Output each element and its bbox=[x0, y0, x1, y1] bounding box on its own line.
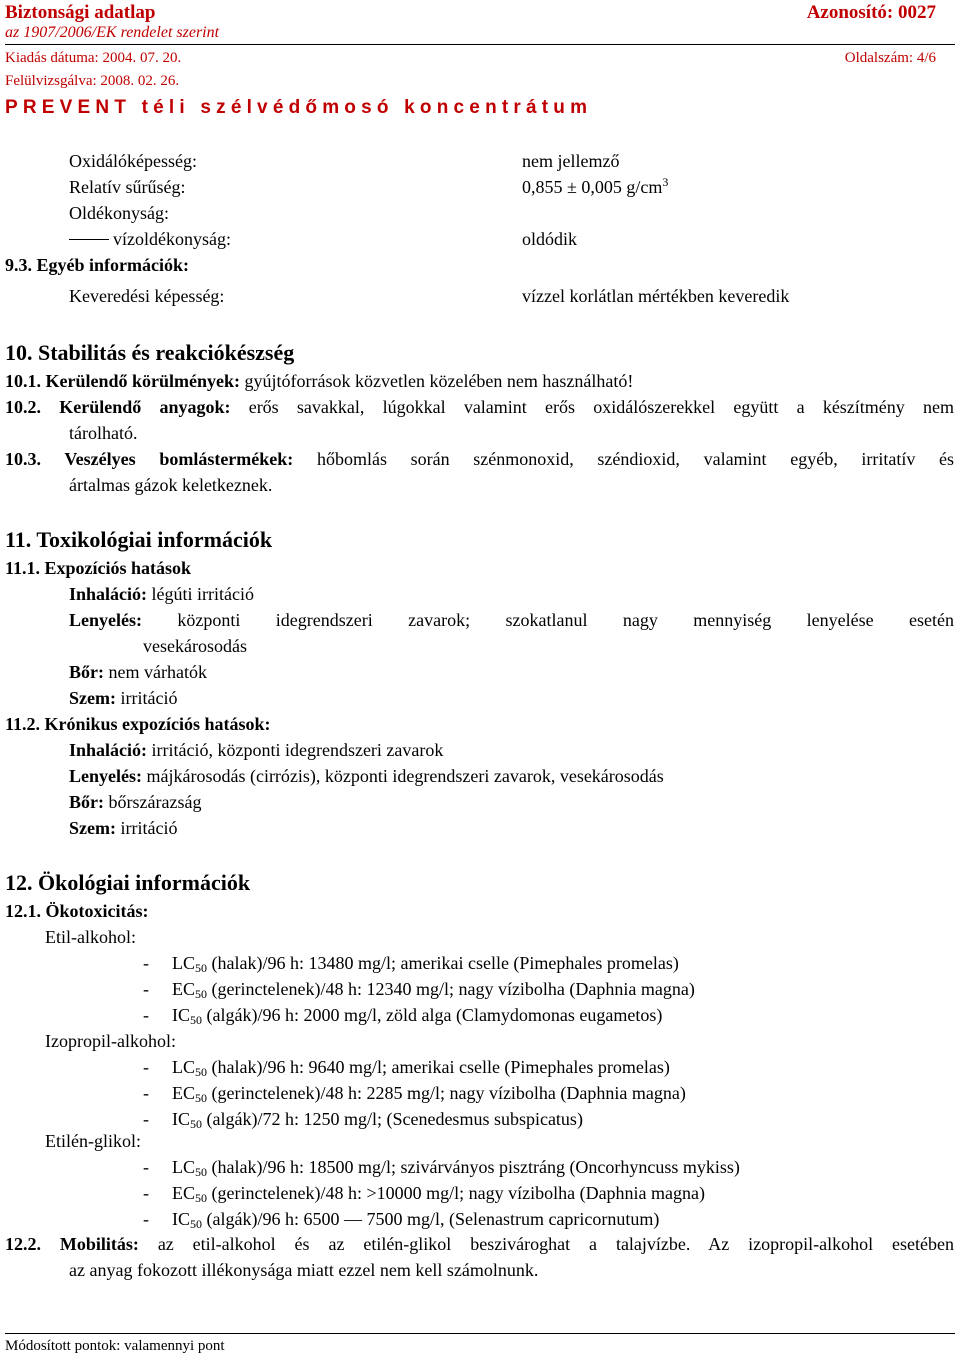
list-dash: - bbox=[143, 1209, 149, 1229]
toxicity-row bbox=[172, 1002, 662, 1028]
section-11-2-heading: 11.2. Krónikus expozíciós hatások: bbox=[5, 714, 271, 734]
toxicity-row bbox=[172, 1180, 705, 1206]
toxicity-subscript: 50 bbox=[190, 1217, 202, 1231]
mobility-label: 12.2. Mobilitás: bbox=[5, 1234, 139, 1254]
toxicity-subscript: 50 bbox=[195, 1191, 208, 1205]
toxicity-metric: LC bbox=[172, 1057, 196, 1077]
mobility-text: az etil-alkohol és az etilén-glikol beszivároghat a talajvízbe. Az izopropil-alkohol esetében bbox=[157, 1234, 955, 1254]
regulation-reference: az 1907/2006/EK rendelet szerint bbox=[5, 24, 220, 41]
toxicity-subscript: 50 bbox=[195, 1091, 208, 1105]
mobility-continuation: az anyag fokozott illékonysága miatt ezzel nem kell számolnunk. bbox=[69, 1260, 539, 1280]
toxicity-metric: EC bbox=[172, 1183, 196, 1203]
toxicity-subscript: 50 bbox=[195, 987, 208, 1001]
skin-text: nem várhatók bbox=[108, 662, 207, 682]
toxicity-text: (algák)/96 h: 2000 mg/l, zöld alga (Clamydomonas eugametos) bbox=[202, 1005, 663, 1025]
section-10-1-text: gyújtóforrások közvetlen közelében nem használható! bbox=[244, 371, 634, 391]
inhalation-label: Inhaláció: bbox=[69, 584, 148, 604]
toxicity-text: (gerinctelenek)/48 h: 12340 mg/l; nagy vízibolha (Daphnia magna) bbox=[207, 979, 695, 999]
section-12-2 bbox=[5, 1231, 954, 1257]
section-10-3-label: 10.3. Veszélyes bomlástermékek: bbox=[5, 449, 294, 469]
ingestion-label: Lenyelés: bbox=[69, 610, 142, 630]
water-solubility-value: oldódik bbox=[522, 229, 578, 249]
document-title: Biztonsági adatlap bbox=[5, 2, 156, 23]
miscibility-label: Keveredési képesség: bbox=[69, 286, 225, 306]
density-exponent: 3 bbox=[662, 175, 669, 189]
modified-points: Módosított pontok: valamennyi pont bbox=[5, 1338, 225, 1354]
section-10-3-text: hőbomlás során szénmonoxid, széndioxid, valamint egyéb, irritatív és bbox=[316, 449, 954, 469]
toxicity-text: (halak)/96 h: 18500 mg/l; szivárványos pisztráng (Oncorhyncuss mykiss) bbox=[207, 1157, 740, 1177]
section-11-1-heading: 11.1. Expozíciós hatások bbox=[5, 558, 192, 578]
toxicity-text: (gerinctelenek)/48 h: 2285 mg/l; nagy vízibolha (Daphnia magna) bbox=[207, 1083, 686, 1103]
dash-line-icon bbox=[69, 239, 109, 240]
toxicity-row bbox=[172, 950, 679, 976]
toxicity-subscript: 50 bbox=[195, 1165, 208, 1179]
oxidizing-value: nem jellemző bbox=[522, 151, 620, 171]
list-dash: - bbox=[143, 953, 149, 973]
eye-text: irritáció bbox=[120, 688, 178, 708]
section-10-2-label: 10.2. Kerülendő anyagok: bbox=[5, 397, 231, 417]
document-identifier: Azonosító: 0027 bbox=[806, 2, 936, 23]
section-10-1-label: 10.1. Kerülendő körülmények: bbox=[5, 371, 241, 391]
toxicity-text: (halak)/96 h: 13480 mg/l; amerikai cselle (Pimephales promelas) bbox=[207, 953, 679, 973]
product-name: PREVENT téli szélvédőmosó koncentrátum bbox=[5, 97, 593, 118]
ingestion-row bbox=[69, 607, 954, 633]
toxicity-subscript: 50 bbox=[190, 1013, 202, 1027]
chronic-eye-label: Szem: bbox=[69, 818, 116, 838]
chronic-inhalation-text: irritáció, központi idegrendszeri zavarok bbox=[151, 740, 444, 760]
density-number: 0,855 ± 0,005 g/cm bbox=[522, 177, 663, 197]
eye-label: Szem: bbox=[69, 688, 116, 708]
issue-date: Kiadás dátuma: 2004. 07. 20. bbox=[5, 50, 182, 66]
section-10-2-continuation: tárolható. bbox=[69, 423, 138, 443]
page-number: Oldalszám: 4/6 bbox=[844, 50, 936, 66]
toxicity-metric: LC bbox=[172, 953, 196, 973]
toxicity-metric: IC bbox=[172, 1109, 190, 1129]
section-11-heading: 11. Toxikológiai információk bbox=[5, 527, 273, 552]
revision-date: Felülvizsgálva: 2008. 02. 26. bbox=[5, 73, 180, 89]
substance-name: Etil-alkohol: bbox=[45, 927, 136, 947]
toxicity-text: (halak)/96 h: 9640 mg/l; amerikai cselle (Pimephales promelas) bbox=[207, 1057, 670, 1077]
section-12-1-heading: 12.1. Ökotoxicitás: bbox=[5, 901, 149, 921]
other-info-heading: 9.3. Egyéb információk: bbox=[5, 255, 189, 275]
footer-divider bbox=[5, 1333, 955, 1334]
toxicity-row bbox=[172, 1080, 686, 1106]
section-10-1 bbox=[5, 368, 633, 394]
toxicity-metric: LC bbox=[172, 1157, 196, 1177]
chronic-skin-text: bőrszárazság bbox=[108, 792, 202, 812]
list-dash: - bbox=[143, 1183, 149, 1203]
section-10-heading: 10. Stabilitás és reakciókészség bbox=[5, 340, 295, 365]
water-solubility-text: vízoldékonyság: bbox=[113, 229, 231, 249]
oxidizing-label: Oxidálóképesség: bbox=[69, 151, 197, 171]
ingestion-continuation: vesekárosodás bbox=[143, 636, 247, 656]
header-divider bbox=[5, 44, 955, 45]
list-dash: - bbox=[143, 979, 149, 999]
chronic-skin-label: Bőr: bbox=[69, 792, 104, 812]
substance-name: Etilén-glikol: bbox=[45, 1131, 141, 1151]
skin-row bbox=[69, 659, 207, 685]
toxicity-subscript: 50 bbox=[195, 1065, 208, 1079]
density-value bbox=[522, 174, 668, 200]
list-dash: - bbox=[143, 1057, 149, 1077]
toxicity-text: (gerinctelenek)/48 h: >10000 mg/l; nagy vízibolha (Daphnia magna) bbox=[207, 1183, 706, 1203]
toxicity-row bbox=[172, 1054, 670, 1080]
chronic-skin-row bbox=[69, 789, 201, 815]
chronic-eye-row bbox=[69, 815, 177, 841]
water-solubility-label bbox=[69, 226, 231, 252]
toxicity-text: (algák)/72 h: 1250 mg/l; (Scenedesmus subspicatus) bbox=[202, 1109, 583, 1129]
toxicity-row bbox=[172, 1106, 583, 1132]
section-10-2 bbox=[5, 394, 954, 420]
section-10-2-text: erős savakkal, lúgokkal valamint erős oxidálószerekkel együtt a készítmény nem bbox=[248, 397, 955, 417]
chronic-inhalation-row bbox=[69, 737, 443, 763]
eye-row bbox=[69, 685, 177, 711]
chronic-ingestion-label: Lenyelés: bbox=[69, 766, 142, 786]
toxicity-row bbox=[172, 1154, 740, 1180]
inhalation-row bbox=[69, 581, 254, 607]
chronic-eye-text: irritáció bbox=[120, 818, 178, 838]
skin-label: Bőr: bbox=[69, 662, 104, 682]
list-dash: - bbox=[143, 1005, 149, 1025]
inhalation-text: légúti irritáció bbox=[151, 584, 254, 604]
section-10-3 bbox=[5, 446, 954, 472]
toxicity-subscript: 50 bbox=[195, 961, 208, 975]
toxicity-text: (algák)/96 h: 6500 — 7500 mg/l, (Selenastrum capricornutum) bbox=[202, 1209, 660, 1229]
toxicity-subscript: 50 bbox=[190, 1117, 202, 1131]
toxicity-metric: IC bbox=[172, 1209, 190, 1229]
ingestion-text: központi idegrendszeri zavarok; szokatlanul nagy mennyiség lenyelése esetén bbox=[177, 610, 955, 630]
section-12-heading: 12. Ökológiai információk bbox=[5, 870, 251, 895]
chronic-ingestion-text: májkárosodás (cirrózis), központi idegrendszeri zavarok, vesekárosodás bbox=[146, 766, 664, 786]
list-dash: - bbox=[143, 1157, 149, 1177]
toxicity-row bbox=[172, 976, 695, 1002]
solubility-label: Oldékonyság: bbox=[69, 203, 169, 223]
toxicity-row bbox=[172, 1206, 659, 1232]
substance-name: Izopropil-alkohol: bbox=[45, 1031, 176, 1051]
toxicity-metric: IC bbox=[172, 1005, 190, 1025]
toxicity-metric: EC bbox=[172, 979, 196, 999]
toxicity-metric: EC bbox=[172, 1083, 196, 1103]
density-label: Relatív sűrűség: bbox=[69, 177, 186, 197]
list-dash: - bbox=[143, 1083, 149, 1103]
chronic-ingestion-row bbox=[69, 763, 664, 789]
list-dash: - bbox=[143, 1109, 149, 1129]
chronic-inhalation-label: Inhaláció: bbox=[69, 740, 148, 760]
section-10-3-continuation: ártalmas gázok keletkeznek. bbox=[69, 475, 273, 495]
miscibility-value: vízzel korlátlan mértékben keveredik bbox=[522, 286, 790, 306]
